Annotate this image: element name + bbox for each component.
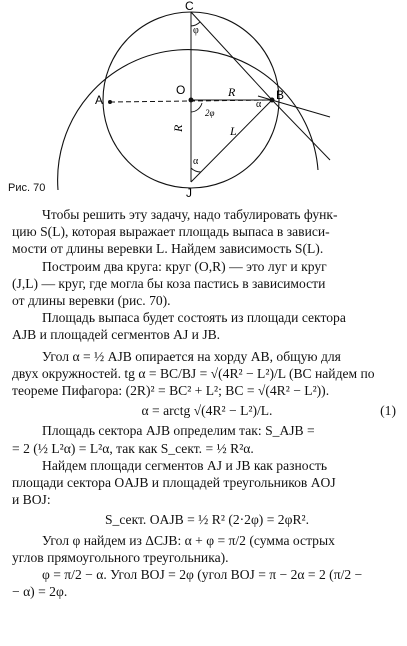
segment-JB xyxy=(191,100,272,182)
line: углов прямоугольного треугольника). xyxy=(12,549,229,565)
paragraph-4 xyxy=(12,348,402,400)
point-O xyxy=(189,98,194,103)
point-A xyxy=(108,100,112,104)
line: AJB и площадей сегментов AJ и JB. xyxy=(12,327,221,343)
line: Угол φ найдем из ΔCJB: α + φ = π/2 (сумма острых xyxy=(42,532,335,548)
angle-2phi-arc xyxy=(191,103,202,112)
line: цию S(L), которая выражает площадь выпаса в зависи- xyxy=(12,224,330,240)
formula-2 xyxy=(12,511,402,528)
tangent-line xyxy=(258,96,330,117)
paragraph-2 xyxy=(12,258,402,310)
formula-text: S_сект. OAJB = ½ R² (2·2φ) = 2φR². xyxy=(105,512,309,528)
formula-1 xyxy=(12,402,402,419)
label-R-top: R xyxy=(228,85,236,99)
label-A: A xyxy=(95,93,104,107)
line: двух окружностей. tg α = BC/BJ = √(4R² − L²)/L (BC найдем по xyxy=(12,365,375,381)
line: φ = π/2 − α. Угол BOJ = 2φ (угол BOJ = π − 2α = 2 (π/2 − xyxy=(42,567,363,583)
line: от длины веревки (рис. 70). xyxy=(12,293,171,309)
line: мости от длины веревки L. Найдем зависимость S(L). xyxy=(12,241,324,257)
formula-text: α = arctg √(4R² − L²)/L. xyxy=(141,403,273,419)
label-O: O xyxy=(176,83,186,97)
line: − α) = 2φ. xyxy=(12,584,68,600)
label-2phi: 2φ xyxy=(205,108,215,118)
label-phi: φ xyxy=(193,25,199,36)
line: (J,L) — круг, где могла бы коза пастись в зависимости xyxy=(12,275,326,291)
label-L: L xyxy=(230,124,237,138)
paragraph-1 xyxy=(12,206,402,258)
geometry-figure xyxy=(0,0,407,205)
paragraph-6 xyxy=(12,457,402,509)
paragraph-3 xyxy=(12,309,402,343)
formula-tag: (1) xyxy=(380,403,396,419)
point-B xyxy=(270,98,275,103)
line: Угол α = ½ AJB опирается на хорду AB, общую для xyxy=(42,348,341,364)
angle-alpha-J-arc xyxy=(191,168,201,172)
paragraph-8 xyxy=(12,566,402,600)
label-alpha-B: α xyxy=(256,99,262,110)
line: Площадь сектора AJB определим так: S_AJB = xyxy=(42,423,315,439)
label-J: J xyxy=(186,186,192,200)
line: и BOJ: xyxy=(12,492,51,508)
line: теореме Пифагора: (2R)² = BC² + L²; BC = √(4R² − L²)). xyxy=(12,383,330,399)
line: Площадь выпаса будет состоять из площади сектора xyxy=(42,310,346,326)
label-alpha-J: α xyxy=(193,156,199,167)
line: Чтобы решить эту задачу, надо табулировать функ- xyxy=(42,207,338,222)
line: площади сектора OAJB и площадей треугольников AOJ xyxy=(12,475,336,491)
label-R-left: R xyxy=(171,124,185,132)
circle-J-arc xyxy=(58,50,318,190)
paragraph-7 xyxy=(12,532,402,566)
line: = 2 (½ L²α) = L²α, так как S_сект. = ½ R²α. xyxy=(12,440,254,456)
paragraph-5 xyxy=(12,422,402,456)
label-B: B xyxy=(276,88,285,102)
label-C: C xyxy=(185,0,194,13)
line: Найдем площади сегментов AJ и JB как разность xyxy=(42,457,328,473)
figure-caption: Рис. 70 xyxy=(8,182,46,194)
body-text xyxy=(12,206,402,600)
line: Построим два круга: круг (O,R) — это луг и круг xyxy=(42,258,327,274)
